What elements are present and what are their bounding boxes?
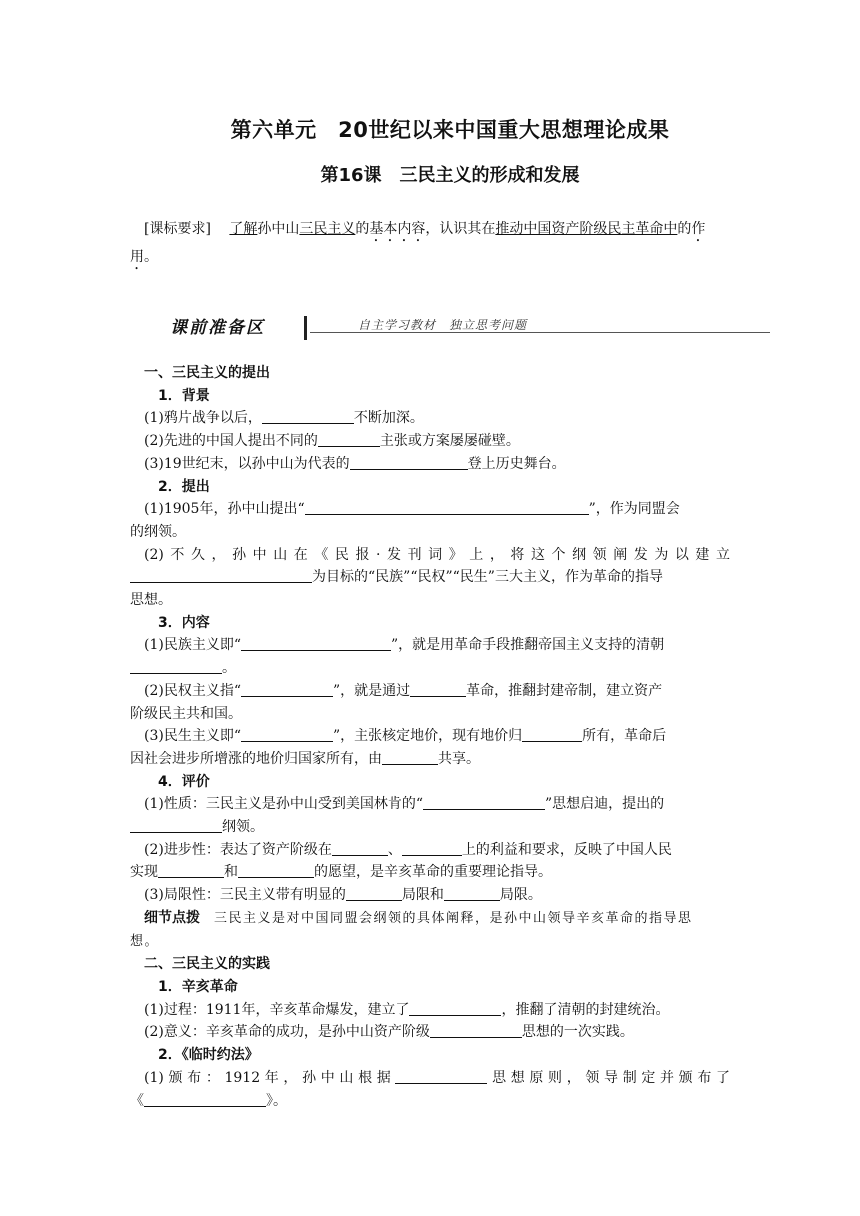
subsection-heading: 1．辛亥革命 — [158, 978, 238, 995]
unit-title: 第六单元 20世纪以来中国重大思想理论成果 — [230, 118, 670, 142]
fill-blank[interactable] — [410, 680, 466, 697]
fill-blank[interactable] — [395, 1067, 487, 1084]
fill-blank[interactable] — [430, 1021, 522, 1038]
fill-blank[interactable] — [350, 453, 468, 470]
fill-blank[interactable] — [346, 884, 402, 901]
question-line: (2)不久，孙中山在《民报·发刊词》上，将这个纲领阐发为以建立 — [144, 546, 730, 563]
question-line: (1)鸦片战争以后， 不断加深。 — [130, 407, 730, 430]
fill-blank[interactable] — [423, 793, 545, 810]
question-line: 。 — [130, 657, 730, 680]
curriculum-requirement — [130, 217, 730, 273]
question-line: 因社会进步所增涨的地价归国家所有，由 共享。 — [130, 748, 730, 771]
req-term-understand: 了解 — [229, 221, 258, 237]
tip-text: 三民主义是对中国同盟会纲领的具体阐释，是孙中山领导辛亥革命的指导思 — [214, 910, 693, 926]
detail-tip — [130, 907, 730, 931]
fill-blank[interactable] — [241, 634, 391, 651]
section-banner — [170, 313, 770, 343]
banner-subtitle: 自主学习教材 独立思考问题 — [358, 318, 528, 332]
question-line: 纲领。 — [130, 816, 730, 839]
subsection-heading: 4．评价 — [158, 773, 210, 790]
question-line: (3)局限性：三民主义带有明显的 局限和 局限。 — [130, 884, 730, 907]
requirement-label: [课标要求] — [144, 221, 211, 237]
lesson-title: 第16课 三民主义的形成和发展 — [320, 165, 580, 186]
subsection-heading: 2．提出 — [158, 478, 210, 495]
subsection-heading: 2．《临时约法》 — [158, 1047, 259, 1064]
subsection-heading: 3．内容 — [158, 614, 210, 631]
fill-blank[interactable] — [382, 748, 438, 765]
question-line: 为目标的“民族”“民权”“民生”三大主义，作为革命的指导 — [130, 566, 730, 589]
req-text: 的 — [677, 221, 692, 237]
question-line: 实现 和 的愿望，是辛亥革命的重要理论指导。 — [130, 861, 730, 884]
fill-blank[interactable] — [241, 725, 333, 742]
fill-blank[interactable] — [144, 1090, 266, 1107]
fill-blank[interactable] — [238, 861, 314, 878]
req-term-role: 作用 — [130, 221, 706, 265]
question-line: (2)意义：辛亥革命的成功，是孙中山资产阶级 思想的一次实践。 — [130, 1021, 730, 1044]
fill-blank[interactable] — [130, 657, 222, 674]
fill-blank[interactable] — [522, 725, 582, 742]
question-line: 《 》。 — [130, 1090, 730, 1113]
question-line: (3)19世纪末，以孙中山为代表的 登上历史舞台。 — [130, 453, 730, 476]
tip-label: 细节点拨 — [144, 909, 200, 926]
question-line: 的纲领。 — [130, 523, 186, 540]
question-line: (1)民族主义即“ ”，就是用革命手段推翻帝国主义支持的清朝 — [130, 634, 730, 657]
subsection-heading: 1．背景 — [158, 387, 210, 404]
fill-blank[interactable] — [241, 680, 333, 697]
fill-blank[interactable] — [158, 861, 224, 878]
req-term-basic-content: 基本内容 — [369, 221, 426, 237]
fill-blank[interactable] — [402, 839, 462, 856]
fill-blank[interactable] — [130, 566, 312, 583]
banner-title: 课前准备区 — [170, 318, 265, 338]
tip-text-cont: 想。 — [130, 933, 160, 949]
question-line: (2)进步性：表达了资产阶级在 、 上的利益和要求，反映了中国人民 — [130, 839, 730, 862]
fill-blank[interactable] — [305, 498, 589, 515]
section-heading: 一、三民主义的提出 — [144, 365, 270, 381]
fill-blank[interactable] — [318, 430, 380, 447]
req-text: 的 — [355, 221, 370, 237]
fill-blank[interactable] — [332, 839, 388, 856]
question-line: (1)1905年，孙中山提出“ ”，作为同盟会 — [130, 498, 730, 521]
req-text: 。 — [144, 249, 158, 265]
fill-blank[interactable] — [130, 816, 222, 833]
question-line: (1)过程：1911年，辛亥革命爆发，建立了 ，推翻了清朝的封建统治。 — [130, 999, 730, 1022]
question-line: (2)先进的中国人提出不同的 主张或方案屡屡碰壁。 — [130, 430, 730, 453]
fill-blank[interactable] — [262, 407, 354, 424]
main-content — [130, 362, 730, 1112]
fill-blank[interactable] — [444, 884, 500, 901]
question-line: (3)民生主义即“ ”，主张核定地价，现有地价归 所有，革命后 — [130, 725, 730, 748]
fill-blank[interactable] — [409, 999, 501, 1016]
req-text: ，认识其在 — [425, 221, 496, 237]
question-line: (1)性质：三民主义是孙中山受到美国林肯的“ ”思想启迪，提出的 — [130, 793, 730, 816]
req-term-three-principles: 三民主义 — [299, 221, 356, 237]
section-heading: 二、三民主义的实践 — [144, 956, 270, 973]
req-text: 孙中山 — [257, 221, 300, 237]
banner-divider — [304, 316, 307, 340]
question-line: (2)民权主义指“ ”，就是通过 革命，推翻封建帝制，建立资产 — [130, 680, 730, 703]
question-line: 思想。 — [130, 592, 172, 609]
req-term-revolution: 推动中国资产阶级民主革命中 — [495, 221, 678, 237]
question-line: (1)颁布：1912年，孙中山根据 思想原则，领导制定并颁布了 — [130, 1067, 730, 1090]
question-line: 阶级民主共和国。 — [130, 705, 242, 722]
